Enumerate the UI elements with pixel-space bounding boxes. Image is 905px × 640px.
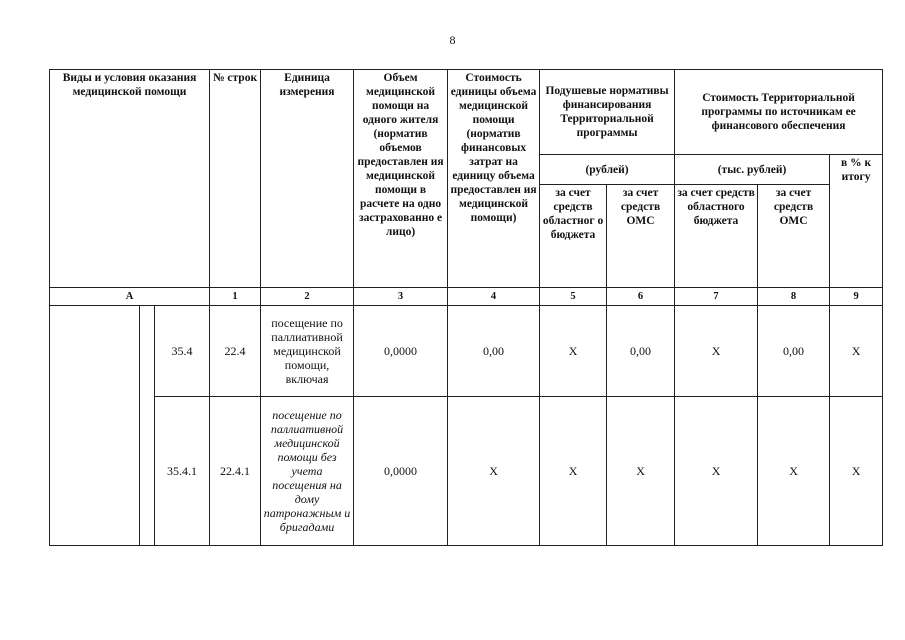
row-volume: 0,0000	[354, 306, 448, 397]
row-percent: Х	[830, 306, 883, 397]
header-tp-regional: за счет средств областного бюджета	[675, 185, 758, 288]
row-tp-oms: Х	[758, 396, 830, 545]
row-code: 35.4	[155, 306, 210, 397]
colnum-8: 8	[758, 288, 830, 306]
page-number: 8	[449, 33, 456, 47]
header-pc-regional: за счет средств областног о бюджета	[540, 185, 607, 288]
table-row	[50, 396, 883, 545]
header-row-no: № строк	[210, 70, 261, 288]
row-line: 22.4.1	[210, 396, 261, 545]
empty-kinds-cell	[50, 306, 140, 546]
financing-table	[49, 69, 883, 546]
row-percent: Х	[830, 396, 883, 545]
row-cost: Х	[448, 396, 540, 545]
row-pc-oms: Х	[607, 396, 675, 545]
row-pc-regional: Х	[540, 306, 607, 397]
row-cost: 0,00	[448, 306, 540, 397]
colnum-6: 6	[607, 288, 675, 306]
empty-sub-cell	[140, 306, 155, 546]
row-tp-regional: Х	[675, 306, 758, 397]
header-unit: Единица измерения	[261, 70, 354, 288]
colnum-9: 9	[830, 288, 883, 306]
row-code: 35.4.1	[155, 396, 210, 545]
colnum-a: А	[50, 288, 210, 306]
row-volume: 0,0000	[354, 396, 448, 545]
colnum-4: 4	[448, 288, 540, 306]
row-line: 22.4	[210, 306, 261, 397]
colnum-3: 3	[354, 288, 448, 306]
header-cost: Стоимость единицы объема медицинской помощи (норматив финансовых затрат на единицу объема предоставлен ия медицинской помощи)	[448, 70, 540, 288]
header-pc-oms: за счет средств ОМС	[607, 185, 675, 288]
header-per-capita: Подушевые нормативы финансирования Территориальной программы	[540, 70, 675, 155]
colnum-2: 2	[261, 288, 354, 306]
row-pc-regional: Х	[540, 396, 607, 545]
header-territorial: Стоимость Территориальной программы по источникам ее финансового обеспечения	[675, 70, 883, 155]
table-row	[50, 306, 883, 397]
row-tp-oms: 0,00	[758, 306, 830, 397]
row-unit: посещение по паллиативной медицинской помощи, включая	[261, 306, 354, 397]
row-unit: посещение по паллиативной медицинской помощи без учета посещения на дому патронажным и бригадами	[261, 396, 354, 545]
colnum-7: 7	[675, 288, 758, 306]
header-unit-thousand-rub: (тыс. рублей)	[675, 155, 830, 185]
header-unit-rub: (рублей)	[540, 155, 675, 185]
header-tp-oms: за счет средств ОМС	[758, 185, 830, 288]
colnum-1: 1	[210, 288, 261, 306]
colnum-5: 5	[540, 288, 607, 306]
row-tp-regional: Х	[675, 396, 758, 545]
header-volume: Объем медицинской помощи на одного жителя (норматив объемов предоставлен ия медицинской помощи в расчете на одно застрахованно е лицо)	[354, 70, 448, 288]
header-kinds: Виды и условия оказания медицинской помощи	[50, 70, 210, 288]
row-pc-oms: 0,00	[607, 306, 675, 397]
header-percent: в % к итогу	[830, 155, 883, 288]
